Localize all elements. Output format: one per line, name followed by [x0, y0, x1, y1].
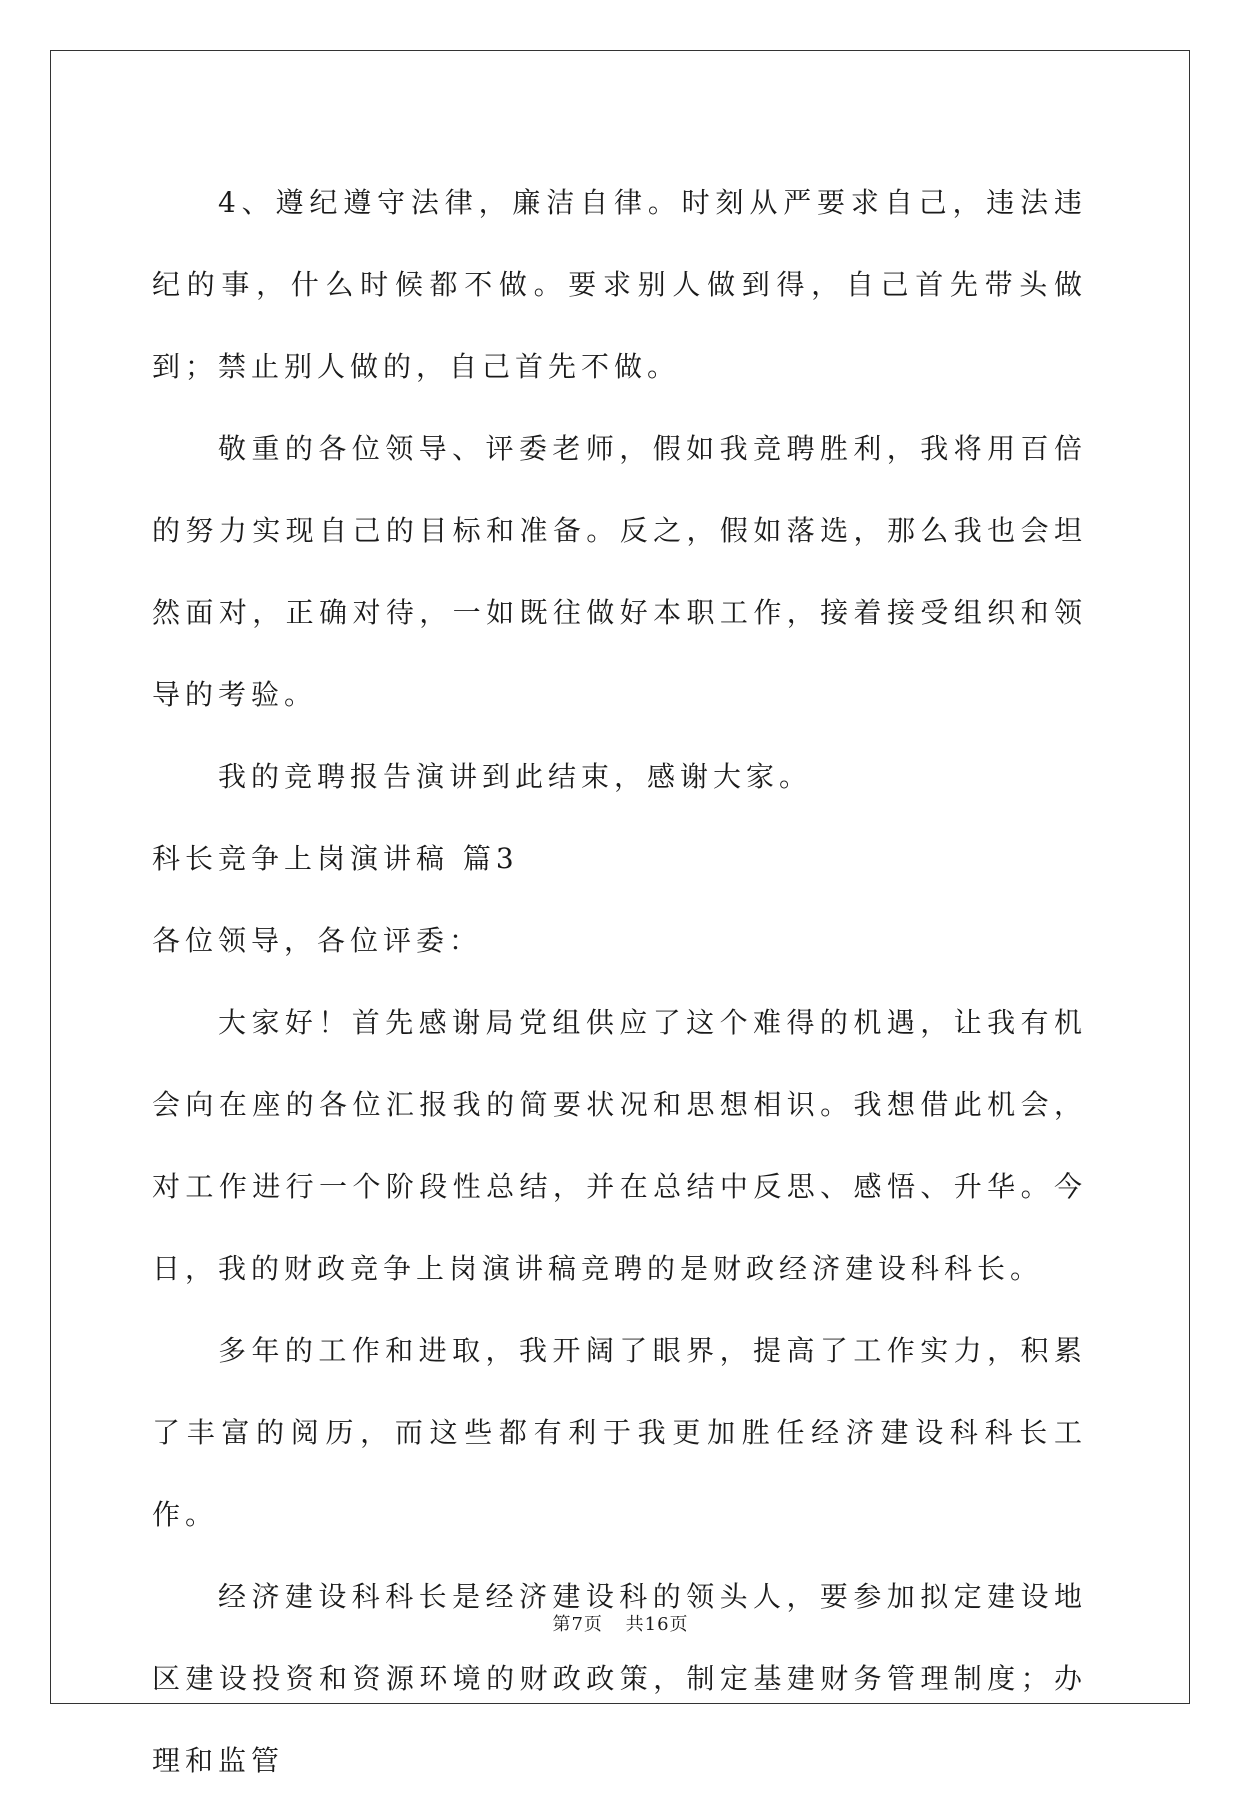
paragraph: 我的竞聘报告演讲到此结束，感谢大家。 [218, 760, 813, 793]
paragraph: 大家好！首先感谢局党组供应了这个难得的机遇，让我有机会向在座的各位汇报我的简要状况和思想相识。我想借此机会，对工作进行一个阶段性总结，并在总结中反思、感悟、升华。今日，我的财政竞争上岗演讲稿竞聘的是财政经济建设科科长。 [152, 1006, 1087, 1285]
paragraph: 敬重的各位领导、评委老师，假如我竞聘胜利，我将用百倍的努力实现自己的目标和准备。反之，假如落选，那么我也会坦然面对，正确对待，一如既往做好本职工作，接着接受组织和领导的考验。 [152, 432, 1087, 711]
document-body [152, 162, 1087, 1802]
section-heading: 科长竞争上岗演讲稿 篇3 [152, 842, 519, 875]
page-footer [0, 1610, 1241, 1636]
page-number: 第7页 [552, 1614, 603, 1635]
paragraph: 经济建设科科长是经济建设科的领头人，要参加拟定建设地区建设投资和资源环境的财政政策，制定基建财务管理制度；办理和监管 [152, 1580, 1087, 1777]
salutation: 各位领导，各位评委： [152, 924, 483, 957]
paragraph: 4、遵纪遵守法律，廉洁自律。时刻从严要求自己，违法违纪的事，什么时候都不做。要求别人做到得，自己首先带头做到；禁止别人做的，自己首先不做。 [152, 186, 1087, 383]
page-total: 共16页 [625, 1614, 689, 1635]
paragraph: 多年的工作和进取，我开阔了眼界，提高了工作实力，积累了丰富的阅历，而这些都有利于我更加胜任经济建设科科长工作。 [152, 1334, 1087, 1531]
